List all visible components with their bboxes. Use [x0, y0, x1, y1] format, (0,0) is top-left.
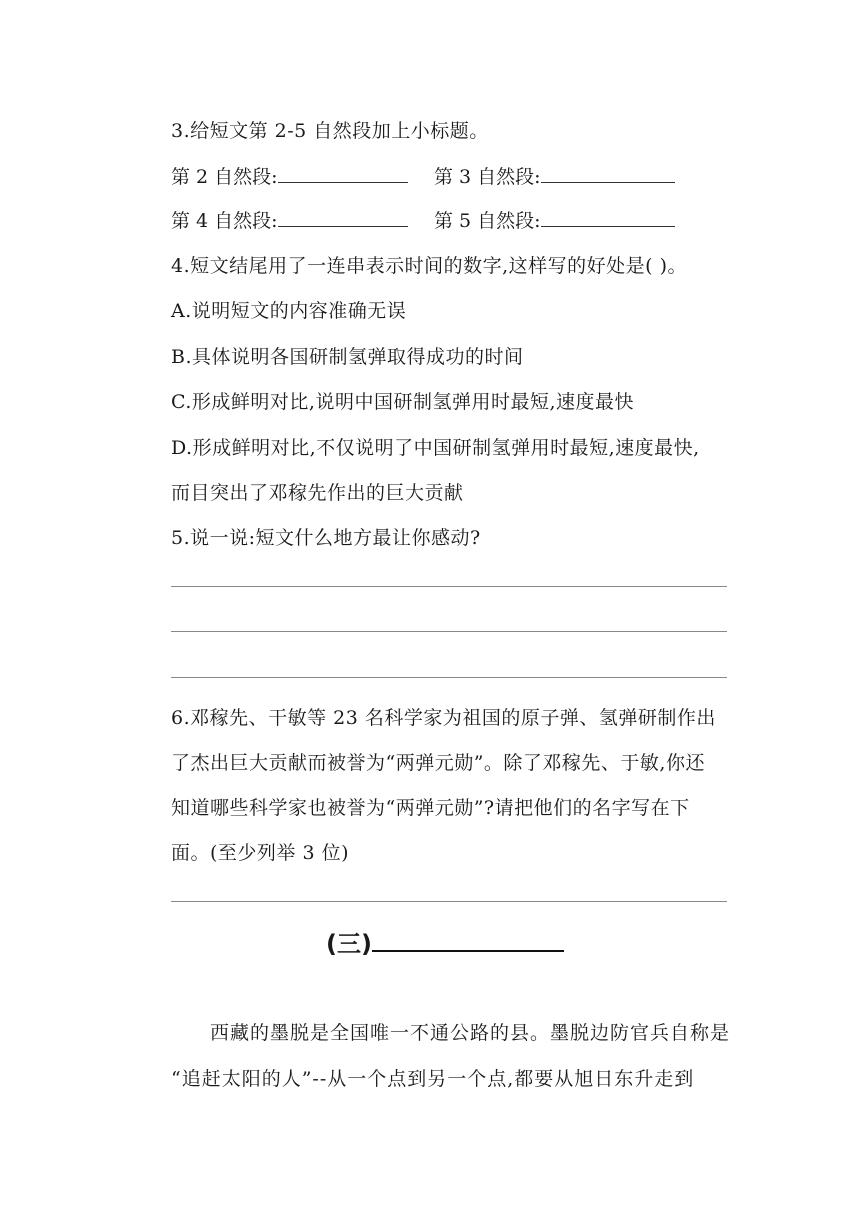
question-6-line-2: 了杰出巨大贡献而被誉为“两弹元勋”。除了邓稼先、于敏,你还	[171, 752, 705, 774]
question-4-option-a[interactable]: A.说明短文的内容准确无误	[171, 300, 407, 322]
passage-line-1: 西藏的墨脱是全国唯一不通公路的县。墨脱边防官兵自称是	[210, 1022, 731, 1044]
section-3-number: (三)	[326, 930, 372, 958]
para-4-label: 第 4 自然段:	[171, 210, 278, 232]
question-4-option-b[interactable]: B.具体说明各国研制氢弹取得成功的时间	[171, 346, 524, 368]
question-6-line-1: 6.邓稼先、干敏等 23 名科学家为祖国的原子弹、氢弹研制作出	[171, 707, 716, 729]
question-4-prompt: 4.短文结尾用了一连串表示时间的数字,这样写的好处是( )。	[171, 255, 688, 277]
question-5-prompt: 5.说一说:短文什么地方最让你感动?	[171, 527, 481, 549]
question-4-option-d-line-2: 而目突出了邓稼先作出的巨大贡献	[171, 482, 464, 504]
answer-line[interactable]	[171, 677, 727, 678]
question-3-prompt: 3.给短文第 2-5 自然段加上小标题。	[171, 120, 489, 142]
answer-line[interactable]	[171, 631, 727, 632]
para-2-label: 第 2 自然段:	[171, 166, 278, 188]
para-3-label: 第 3 自然段:	[434, 166, 541, 188]
para-3-field	[434, 162, 675, 189]
para-5-label: 第 5 自然段:	[434, 210, 541, 232]
passage-line-2: “追赶太阳的人”--从一个点到另一个点,都要从旭日东升走到	[171, 1068, 695, 1090]
para-2-field	[171, 162, 408, 189]
answer-line[interactable]	[171, 901, 727, 902]
question-6-line-3: 知道哪些科学家也被誉为“两弹元勋”?请把他们的名字写在下	[171, 797, 690, 819]
question-4-option-d-line-1[interactable]: D.形成鲜明对比,不仅说明了中国研制氢弹用时最短,速度最快,	[171, 437, 700, 459]
answer-line[interactable]	[171, 586, 727, 587]
para-5-answer-blank[interactable]	[541, 208, 675, 227]
para-2-answer-blank[interactable]	[278, 164, 408, 183]
question-6-line-4: 面。(至少列举 3 位)	[171, 842, 349, 864]
para-3-answer-blank[interactable]	[541, 164, 675, 183]
para-4-answer-blank[interactable]	[278, 208, 408, 227]
question-4-option-c[interactable]: C.形成鲜明对比,说明中国研制氢弹用时最短,速度最快	[171, 391, 634, 413]
para-5-field	[434, 206, 675, 233]
section-3-heading	[326, 924, 564, 959]
para-4-field	[171, 206, 408, 233]
section-3-title-blank[interactable]	[372, 928, 564, 952]
